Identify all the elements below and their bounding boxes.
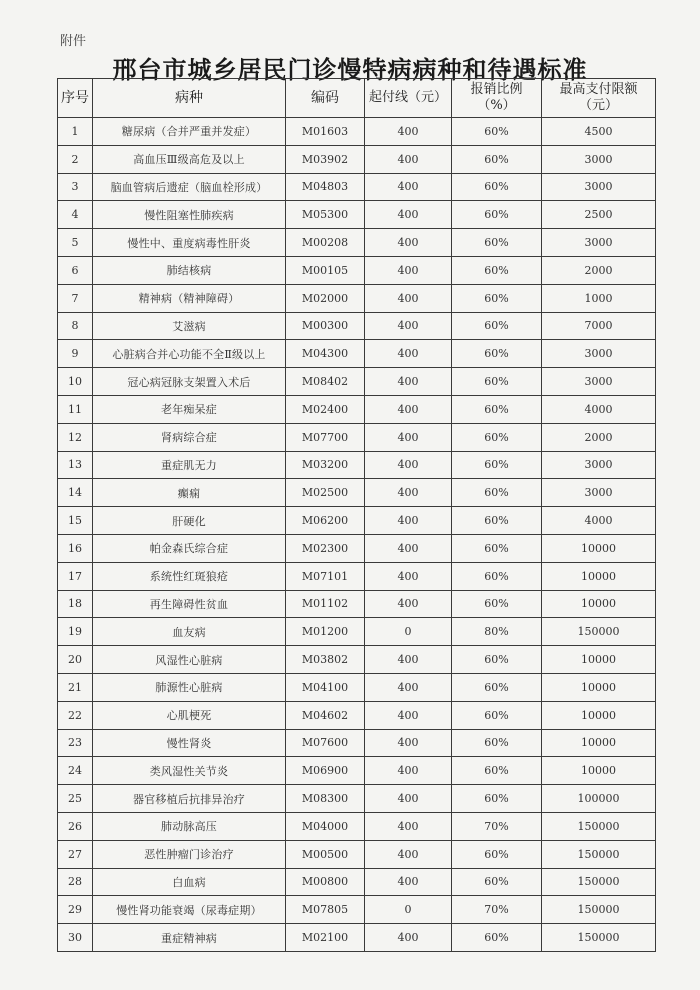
cell-code: M03200 [286,451,365,479]
cell-seq: 4 [58,201,93,229]
cell-ratio: 60% [452,479,542,507]
cell-code: M00500 [286,840,365,868]
cell-code: M00300 [286,312,365,340]
cell-code: M03802 [286,646,365,674]
cell-seq: 25 [58,785,93,813]
cell-limit: 10000 [542,590,656,618]
cell-limit: 7000 [542,312,656,340]
cell-deductible: 400 [365,229,452,257]
cell-code: M04000 [286,812,365,840]
header-disease: 病种 [93,79,286,118]
cell-seq: 9 [58,340,93,368]
table-row [58,646,656,674]
cell-code: M01603 [286,118,365,146]
cell-disease: 高血压Ⅲ级高危及以上 [93,145,286,173]
cell-disease: 肾病综合症 [93,423,286,451]
cell-deductible: 400 [365,812,452,840]
cell-seq: 19 [58,618,93,646]
cell-deductible: 400 [365,284,452,312]
cell-limit: 2500 [542,201,656,229]
cell-ratio: 60% [452,590,542,618]
attachment-label: 附件 [60,34,87,49]
cell-disease: 老年痴呆症 [93,395,286,423]
table-header-row [58,79,656,118]
cell-disease: 重症肌无力 [93,451,286,479]
cell-code: M02000 [286,284,365,312]
cell-disease: 肺源性心脏病 [93,673,286,701]
cell-limit: 150000 [542,812,656,840]
header-limit-line2: （元） [578,98,618,113]
cell-ratio: 60% [452,701,542,729]
cell-deductible: 400 [365,118,452,146]
cell-seq: 12 [58,423,93,451]
cell-code: M04803 [286,173,365,201]
cell-seq: 20 [58,646,93,674]
table-row [58,284,656,312]
cell-ratio: 70% [452,812,542,840]
cell-disease: 慢性肾炎 [93,729,286,757]
cell-limit: 3000 [542,173,656,201]
cell-deductible: 400 [365,423,452,451]
cell-disease: 慢性阻塞性肺疾病 [93,201,286,229]
cell-code: M02300 [286,534,365,562]
table-row [58,590,656,618]
cell-seq: 14 [58,479,93,507]
cell-deductible: 400 [365,479,452,507]
cell-disease: 血友病 [93,618,286,646]
cell-seq: 28 [58,868,93,896]
table-row [58,395,656,423]
table-row [58,868,656,896]
cell-disease: 肝硬化 [93,507,286,535]
table-row [58,340,656,368]
table-row [58,256,656,284]
table-row [58,479,656,507]
cell-seq: 7 [58,284,93,312]
cell-seq: 29 [58,896,93,924]
cell-limit: 100000 [542,785,656,813]
cell-seq: 16 [58,534,93,562]
cell-ratio: 60% [452,118,542,146]
cell-disease: 脑血管病后遗症（脑血栓形成） [93,173,286,201]
cell-ratio: 60% [452,868,542,896]
cell-seq: 21 [58,673,93,701]
header-ratio-line2: （%） [477,98,516,113]
cell-code: M02400 [286,395,365,423]
cell-limit: 10000 [542,673,656,701]
cell-limit: 2000 [542,423,656,451]
cell-disease: 慢性中、重度病毒性肝炎 [93,229,286,257]
cell-seq: 27 [58,840,93,868]
header-limit [542,79,656,118]
cell-limit: 4000 [542,395,656,423]
cell-deductible: 400 [365,173,452,201]
cell-code: M04300 [286,340,365,368]
cell-deductible: 400 [365,534,452,562]
cell-limit: 4500 [542,118,656,146]
cell-disease: 心肌梗死 [93,701,286,729]
table-row [58,451,656,479]
table-row [58,118,656,146]
table-row [58,201,656,229]
cell-ratio: 60% [452,284,542,312]
cell-deductible: 400 [365,673,452,701]
cell-seq: 13 [58,451,93,479]
cell-limit: 4000 [542,507,656,535]
cell-seq: 6 [58,256,93,284]
cell-ratio: 60% [452,534,542,562]
cell-ratio: 60% [452,840,542,868]
header-ratio-line1: 报销比例 [470,82,523,97]
cell-ratio: 60% [452,423,542,451]
cell-limit: 10000 [542,646,656,674]
cell-limit: 10000 [542,562,656,590]
cell-deductible: 400 [365,590,452,618]
cell-deductible: 0 [365,896,452,924]
table-row [58,673,656,701]
cell-disease: 器官移植后抗排异治疗 [93,785,286,813]
table-row [58,729,656,757]
cell-seq: 24 [58,757,93,785]
cell-code: M01102 [286,590,365,618]
cell-limit: 3000 [542,340,656,368]
cell-disease: 帕金森氏综合症 [93,534,286,562]
cell-ratio: 60% [452,256,542,284]
table-row [58,368,656,396]
cell-disease: 糖尿病（合并严重并发症） [93,118,286,146]
table-row [58,701,656,729]
cell-ratio: 60% [452,229,542,257]
cell-ratio: 60% [452,312,542,340]
cell-deductible: 400 [365,451,452,479]
cell-disease: 慢性肾功能衰竭（尿毒症期） [93,896,286,924]
cell-deductible: 400 [365,312,452,340]
cell-disease: 癫痫 [93,479,286,507]
cell-code: M04100 [286,673,365,701]
cell-deductible: 400 [365,757,452,785]
cell-code: M06200 [286,507,365,535]
header-deductible: 起付线（元） [365,79,452,118]
cell-seq: 26 [58,812,93,840]
cell-ratio: 60% [452,173,542,201]
cell-limit: 10000 [542,757,656,785]
cell-disease: 类风湿性关节炎 [93,757,286,785]
cell-ratio: 60% [452,757,542,785]
table-body [58,118,656,952]
cell-disease: 精神病（精神障碍） [93,284,286,312]
cell-deductible: 400 [365,729,452,757]
cell-disease: 白血病 [93,868,286,896]
cell-limit: 150000 [542,896,656,924]
header-ratio [452,79,542,118]
cell-limit: 10000 [542,729,656,757]
cell-seq: 3 [58,173,93,201]
table-row [58,812,656,840]
cell-seq: 10 [58,368,93,396]
cell-deductible: 400 [365,646,452,674]
page-title: 邢台市城乡居民门诊慢特病病种和待遇标准 [112,55,588,84]
cell-disease: 再生障碍性贫血 [93,590,286,618]
cell-deductible: 400 [365,785,452,813]
table-row [58,618,656,646]
cell-deductible: 400 [365,840,452,868]
table-row [58,173,656,201]
cell-ratio: 60% [452,729,542,757]
cell-limit: 1000 [542,284,656,312]
cell-deductible: 400 [365,507,452,535]
table-row [58,534,656,562]
cell-deductible: 400 [365,256,452,284]
cell-seq: 8 [58,312,93,340]
cell-ratio: 60% [452,395,542,423]
cell-ratio: 60% [452,145,542,173]
cell-seq: 1 [58,118,93,146]
cell-ratio: 60% [452,507,542,535]
cell-limit: 3000 [542,479,656,507]
cell-disease: 心脏病合并心功能不全Ⅱ级以上 [93,340,286,368]
cell-deductible: 400 [365,368,452,396]
cell-deductible: 0 [365,618,452,646]
cell-seq: 23 [58,729,93,757]
cell-ratio: 60% [452,562,542,590]
cell-code: M00105 [286,256,365,284]
cell-code: M04602 [286,701,365,729]
cell-limit: 10000 [542,701,656,729]
cell-deductible: 400 [365,562,452,590]
cell-ratio: 60% [452,451,542,479]
cell-disease: 恶性肿瘤门诊治疗 [93,840,286,868]
cell-code: M07805 [286,896,365,924]
cell-limit: 3000 [542,451,656,479]
cell-code: M06900 [286,757,365,785]
cell-deductible: 400 [365,395,452,423]
cell-deductible: 400 [365,340,452,368]
cell-seq: 11 [58,395,93,423]
cell-ratio: 60% [452,201,542,229]
cell-deductible: 400 [365,145,452,173]
standards-table [57,78,656,952]
cell-code: M05300 [286,201,365,229]
cell-deductible: 400 [365,201,452,229]
cell-seq: 5 [58,229,93,257]
cell-limit: 150000 [542,840,656,868]
cell-disease: 重症精神病 [93,924,286,952]
cell-ratio: 60% [452,646,542,674]
cell-code: M00800 [286,868,365,896]
cell-seq: 15 [58,507,93,535]
cell-code: M07101 [286,562,365,590]
cell-code: M07600 [286,729,365,757]
header-code: 编码 [286,79,365,118]
cell-limit: 2000 [542,256,656,284]
table-row [58,757,656,785]
cell-disease: 肺结核病 [93,256,286,284]
table-row [58,785,656,813]
table-row [58,562,656,590]
cell-limit: 150000 [542,868,656,896]
table-row [58,924,656,952]
cell-limit: 3000 [542,368,656,396]
table-row [58,896,656,924]
cell-ratio: 60% [452,368,542,396]
cell-disease: 风湿性心脏病 [93,646,286,674]
cell-code: M02100 [286,924,365,952]
cell-seq: 2 [58,145,93,173]
cell-code: M07700 [286,423,365,451]
cell-seq: 18 [58,590,93,618]
cell-ratio: 80% [452,618,542,646]
cell-limit: 3000 [542,145,656,173]
cell-ratio: 60% [452,924,542,952]
cell-code: M02500 [286,479,365,507]
cell-seq: 17 [58,562,93,590]
cell-code: M03902 [286,145,365,173]
header-limit-line1: 最高支付限额 [559,82,638,97]
cell-disease: 肺动脉高压 [93,812,286,840]
cell-limit: 150000 [542,618,656,646]
table-row [58,840,656,868]
cell-seq: 30 [58,924,93,952]
cell-ratio: 70% [452,896,542,924]
table-row [58,145,656,173]
cell-code: M08402 [286,368,365,396]
header-seq: 序号 [58,79,93,118]
cell-disease: 冠心病冠脉支架置入术后 [93,368,286,396]
cell-limit: 150000 [542,924,656,952]
cell-ratio: 60% [452,340,542,368]
cell-code: M00208 [286,229,365,257]
cell-ratio: 60% [452,673,542,701]
table-row [58,229,656,257]
cell-limit: 10000 [542,534,656,562]
cell-deductible: 400 [365,701,452,729]
cell-deductible: 400 [365,868,452,896]
table-row [58,312,656,340]
cell-code: M01200 [286,618,365,646]
cell-disease: 系统性红斑狼疮 [93,562,286,590]
cell-disease: 艾滋病 [93,312,286,340]
cell-seq: 22 [58,701,93,729]
cell-ratio: 60% [452,785,542,813]
table-row [58,507,656,535]
table-row [58,423,656,451]
cell-code: M08300 [286,785,365,813]
cell-deductible: 400 [365,924,452,952]
cell-limit: 3000 [542,229,656,257]
